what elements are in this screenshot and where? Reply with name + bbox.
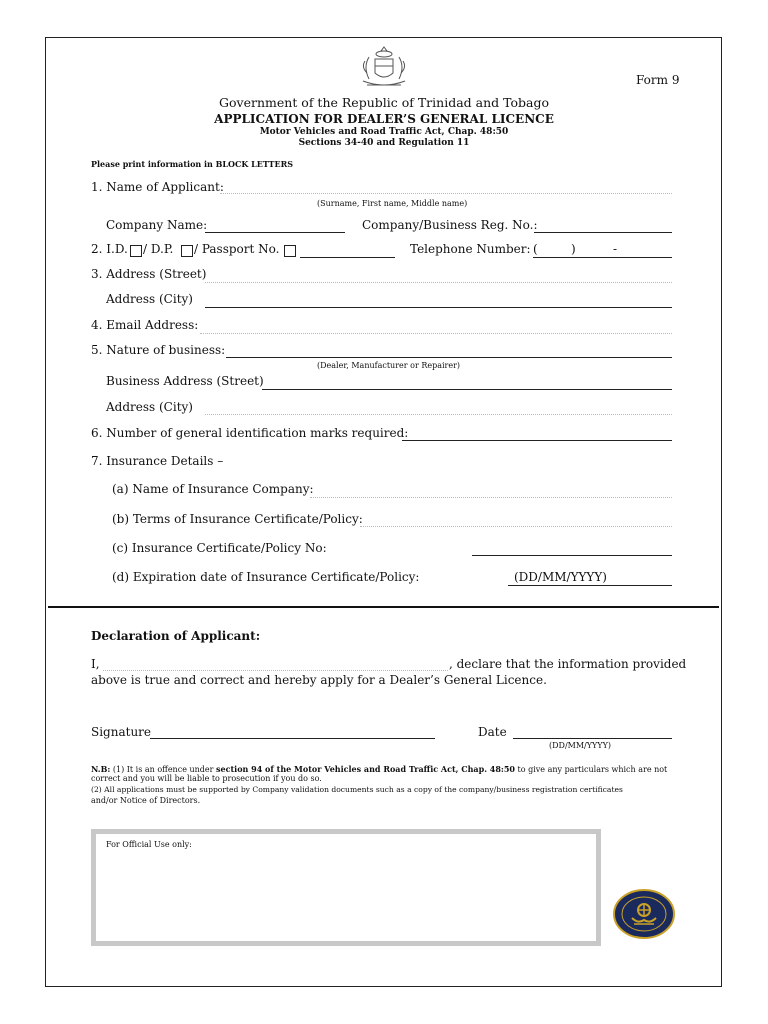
nature-of-business-hint: (Dealer, Manufacturer or Repairer) [317, 361, 461, 370]
name-of-applicant-field[interactable] [220, 193, 672, 194]
company-reg-no-field[interactable] [534, 232, 672, 233]
id-checkbox[interactable] [130, 245, 142, 257]
business-street-field[interactable] [262, 389, 672, 390]
email-label: 4. Email Address: [91, 318, 199, 332]
sections-reference: Sections 34-40 and Regulation 11 [298, 138, 470, 148]
nb-note-1-text-b: to give any particulars which are not [514, 765, 668, 774]
business-city-field[interactable] [205, 414, 672, 415]
identification-marks-field[interactable] [402, 440, 672, 441]
address-street-label: 3. Address (Street) [91, 267, 207, 281]
name-of-applicant-label: 1. Name of Applicant: [91, 180, 224, 194]
form-title: APPLICATION FOR DEALER’S GENERAL LICENCE [214, 112, 554, 126]
expiration-date-format: (DD/MM/YYYY) [514, 570, 607, 584]
insurance-company-label: (a) Name of Insurance Company: [112, 482, 314, 496]
declarant-name-field[interactable] [103, 670, 448, 671]
official-use-box [91, 829, 601, 946]
name-format-hint: (Surname, First name, Middle name) [317, 199, 468, 208]
nb-note-1 [91, 764, 667, 774]
company-name-field[interactable] [205, 232, 345, 233]
declaration-date-field[interactable] [513, 738, 672, 739]
insurance-company-field[interactable] [310, 497, 672, 498]
declaration-heading: Declaration of Applicant: [91, 629, 261, 643]
nb-note-1-text-a: (1) It is an offence under [110, 765, 216, 774]
declaration-date-format: (DD/MM/YYYY) [549, 741, 611, 750]
identification-marks-label: 6. Number of general identification marks required: [91, 426, 409, 440]
declaration-i-label: I, [91, 657, 100, 671]
telephone-label: Telephone Number: [410, 242, 531, 256]
company-reg-no-label: Company/Business Reg. No.: [362, 218, 538, 232]
declaration-text-line1: , declare that the information provided [449, 657, 687, 671]
expiration-date-label: (d) Expiration date of Insurance Certificate/Policy: [112, 570, 420, 584]
section-divider [48, 606, 719, 608]
id-label: 2. I.D. [91, 242, 128, 256]
company-name-label: Company Name: [106, 218, 208, 232]
expiration-date-field[interactable] [508, 585, 672, 586]
address-street-field[interactable] [205, 282, 672, 283]
dp-label: / D.P. [143, 242, 174, 256]
act-reference: Motor Vehicles and Road Traffic Act, Chap. 48:50 [259, 127, 509, 137]
insurance-terms-label: (b) Terms of Insurance Certificate/Policy: [112, 512, 363, 526]
nature-of-business-label: 5. Nature of business: [91, 343, 226, 357]
nb-note-2-line1: (2) All applications must be supported by Company validation documents such as a copy of the company/business registration certificates [91, 785, 623, 794]
passport-label: / Passport No. [194, 242, 280, 256]
email-field[interactable] [200, 333, 672, 334]
nb-note-2-line2: and/or Notice of Directors. [91, 796, 201, 805]
telephone-dash: - [613, 242, 618, 256]
nb-note-1-statute: section 94 of the Motor Vehicles and Road Traffic Act, Chap. 48:50 [216, 764, 515, 774]
policy-number-label: (c) Insurance Certificate/Policy No: [112, 541, 327, 555]
signature-field[interactable] [150, 738, 435, 739]
dp-checkbox[interactable] [181, 245, 193, 257]
nature-of-business-field[interactable] [226, 357, 672, 358]
address-city-label: Address (City) [106, 292, 193, 306]
nb-prefix: N.B: [91, 764, 111, 774]
form-number: Form 9 [636, 73, 680, 87]
business-city-label: Address (City) [106, 400, 193, 414]
insurance-terms-field[interactable] [360, 526, 672, 527]
passport-checkbox[interactable] [284, 245, 296, 257]
declaration-text-line2: above is true and correct and hereby apply for a Dealer’s General Licence. [91, 673, 547, 687]
telephone-area-open: ( [533, 242, 538, 256]
declaration-date-label: Date [478, 725, 507, 739]
telephone-area-close: ) [571, 242, 576, 256]
business-street-label: Business Address (Street) [106, 374, 264, 388]
signature-label: Signature [91, 725, 152, 739]
telephone-field[interactable] [533, 257, 672, 258]
address-city-field[interactable] [205, 307, 672, 308]
government-heading: Government of the Republic of Trinidad and Tobago [219, 95, 549, 110]
insurance-details-label: 7. Insurance Details – [91, 454, 224, 468]
block-letters-instruction: Please print information in BLOCK LETTERS [91, 159, 293, 169]
id-number-field[interactable] [300, 257, 395, 258]
nb-note-1-line2: correct and you will be liable to prosecution if you do so. [91, 774, 322, 783]
official-use-label: For Official Use only: [106, 840, 192, 849]
licensing-division-seal-icon [612, 888, 676, 940]
coat-of-arms-emblem [355, 43, 413, 91]
policy-number-field[interactable] [472, 555, 672, 556]
